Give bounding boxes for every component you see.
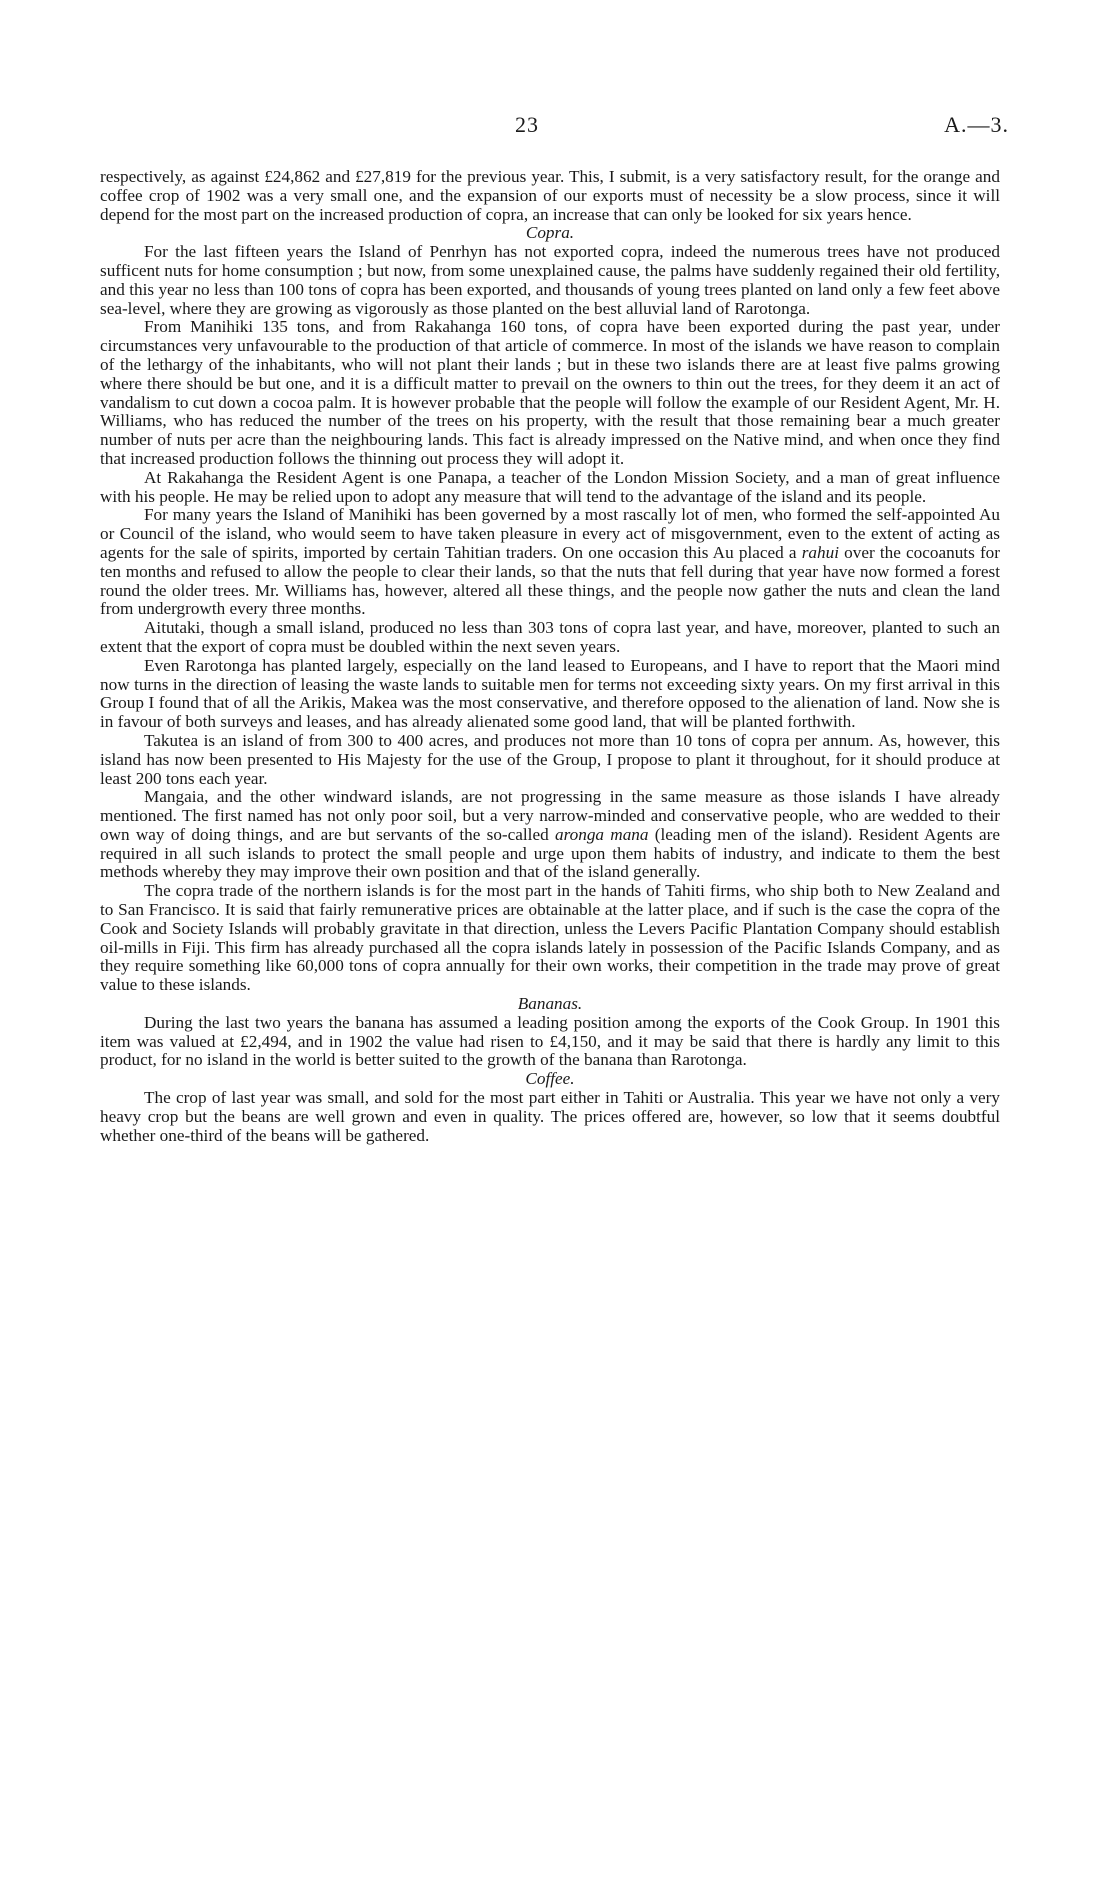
section-heading-copra: Copra.	[525, 223, 575, 243]
paragraph-bananas: During the last two years the banana has assumed a leading position among the exports of the Cook Group. In 1901 this item was valued at £2,494, and in 1902 the value had risen to £4,150, and it may be said that there is hardly any limit to this product, for no island in the world is better suited to the growth of the banana than Rarotonga.	[100, 1012, 1000, 1070]
text-run: For many years the Island of Manihiki has been governed by a most rascally lot of men, who formed the self-appointed Au or Council of the island, who would seem to have taken pleasure in every act of misgovernment, even to the extent of acting as agents for the sale of spirits, imported by certain Tahitian traders. On one occasion this Au placed a	[100, 505, 1000, 562]
paragraph-takutea: Takutea is an island of from 300 to 400 acres, and produces not more than 10 tons of copra per annum. As, however, this island has now been presented to His Majesty for the use of the Group, I propose to plant it throughout, for it should produce at least 200 tons each year.	[100, 730, 1000, 788]
paragraph-rarotonga: Even Rarotonga has planted largely, especially on the land leased to Europeans, and I have to report that the Maori mind now turns in the direction of leasing the waste lands to suitable men for terms not exceeding sixty years. On my first arrival in this Group I found that of all the Arikis, Makea was the most conservative, and therefore opposed to the alienation of land. Now she is in favour of both surveys and leases, and has already alienated some good land, that will be planted forthwith.	[100, 655, 1000, 732]
paragraph-coffee: The crop of last year was small, and sold for the most part either in Tahiti or Australia. This year we have not only a very heavy crop but the beans are well grown and even in quality. The prices offered are, however, so low that it seems doubtful whether one-third of the beans will be gathered.	[100, 1088, 1000, 1145]
intro-paragraph: respectively, as against £24,862 and £27,819 for the previous year. This, I submit, is a very satisfactory result, for the orange and coffee crop of 1902 was a very small one, and the expansion of our exports must of necessity be a slow process, since it will depend for the most part on the increased production of copra, an increase that can only be looked for six years hence.	[100, 167, 1000, 224]
paragraph-manihiki-rakahanga: From Manihiki 135 tons, and from Rakahanga 160 tons, of copra have been exported during the past year, under circumstances very unfavourable to the production of that article of commerce. In most of the islands we have reason to complain of the lethargy of the inhabitants, who will not plant their lands ; but in these two islands there are at least five palms growing where there should be but one, and it is a difficult matter to prevail on the owners to thin out the trees, for they deem it an act of vandalism to cut down a cocoa palm. It is however probable that the people will follow the example of our Resident Agent, Mr. H. Williams, who has reduced the number of the trees on his property, with the result that those remaining bear a much greater number of nuts per acre than the neighbouring lands. This fact is already impressed on the Native mind, and when once they find that increased production follows the thinning out process they will adopt it.	[100, 317, 1000, 468]
italic-term-aronga-mana: aronga mana	[554, 824, 649, 844]
italic-term-rahui: rahui	[801, 542, 839, 562]
page-header	[0, 112, 1114, 142]
section-heading-bananas: Bananas.	[517, 994, 583, 1014]
text-run: Mangaia, and the other windward islands, are not progressing in the same measure as those islands I have already mentioned. The first named has not only poor soil, but a very narrow-minded and conservative people, who are wedded to their own way of doing things, and are but servants of the so-called	[100, 787, 1000, 844]
paragraph-manihiki-au	[100, 506, 1000, 619]
paragraph-aitutaki: Aitutaki, though a small island, produced no less than 303 tons of copra last year, and have, moreover, planted to such an extent that the export of copra must be doubled within the next seven years.	[100, 618, 1000, 656]
document-body	[100, 168, 1000, 1145]
text-run: (leading men of the island). Resident Agents are required in all such islands to protect the small people and urge upon them habits of industry, and indicate to them the best methods whereby they may improve their own position and that of the island generally.	[100, 824, 1001, 882]
paragraph-copra-trade: The copra trade of the northern islands is for the most part in the hands of Tahiti firms, who ship both to New Zealand and to San Francisco. It is said that fairly remunerative prices are obtainable at the latter place, and if such is the case the copra of the Cook and Society Islands will probably gravitate in that direction, unless the Levers Pacific Plantation Company should establish oil-mills in Fiji. This firm has already purchased all the copra islands lately in possession of the Pacific Islands Company, and as they require something like 60,000 tons of copra annually for their own works, their competition in the trade may prove of great value to these islands.	[100, 881, 1000, 995]
section-heading-coffee: Coffee.	[525, 1069, 575, 1089]
paragraph-mangaia	[100, 788, 1000, 882]
text-run: over the cocoanuts for ten months and refused to allow the people to clear their lands, so that the nuts that fell during that year have now formed a forest round the older trees. Mr. Williams has, however, altered all these things, and the people now gather the nuts and clean the land from undergrowth every three months.	[100, 542, 1000, 619]
paragraph-rakahanga-agent: At Rakahanga the Resident Agent is one Panapa, a teacher of the London Mission Society, and a man of great influence with his people. He may be relied upon to adopt any measure that will tend to the advantage of the island and its people.	[100, 467, 1000, 506]
document-reference: A.—3.	[944, 112, 1009, 137]
paragraph-penrhyn: For the last fifteen years the Island of Penrhyn has not exported copra, indeed the numerous trees have not produced sufficent nuts for home consumption ; but now, from some unexplained cause, the palms have suddenly regained their old fertility, and this year no less than 100 tons of copra has been exported, and thousands of young trees planted on land only a few feet above sea-level, where they are growing as vigorously as those planted on the best alluvial land of Rarotonga.	[100, 242, 1000, 318]
page-number: 23	[515, 112, 539, 137]
